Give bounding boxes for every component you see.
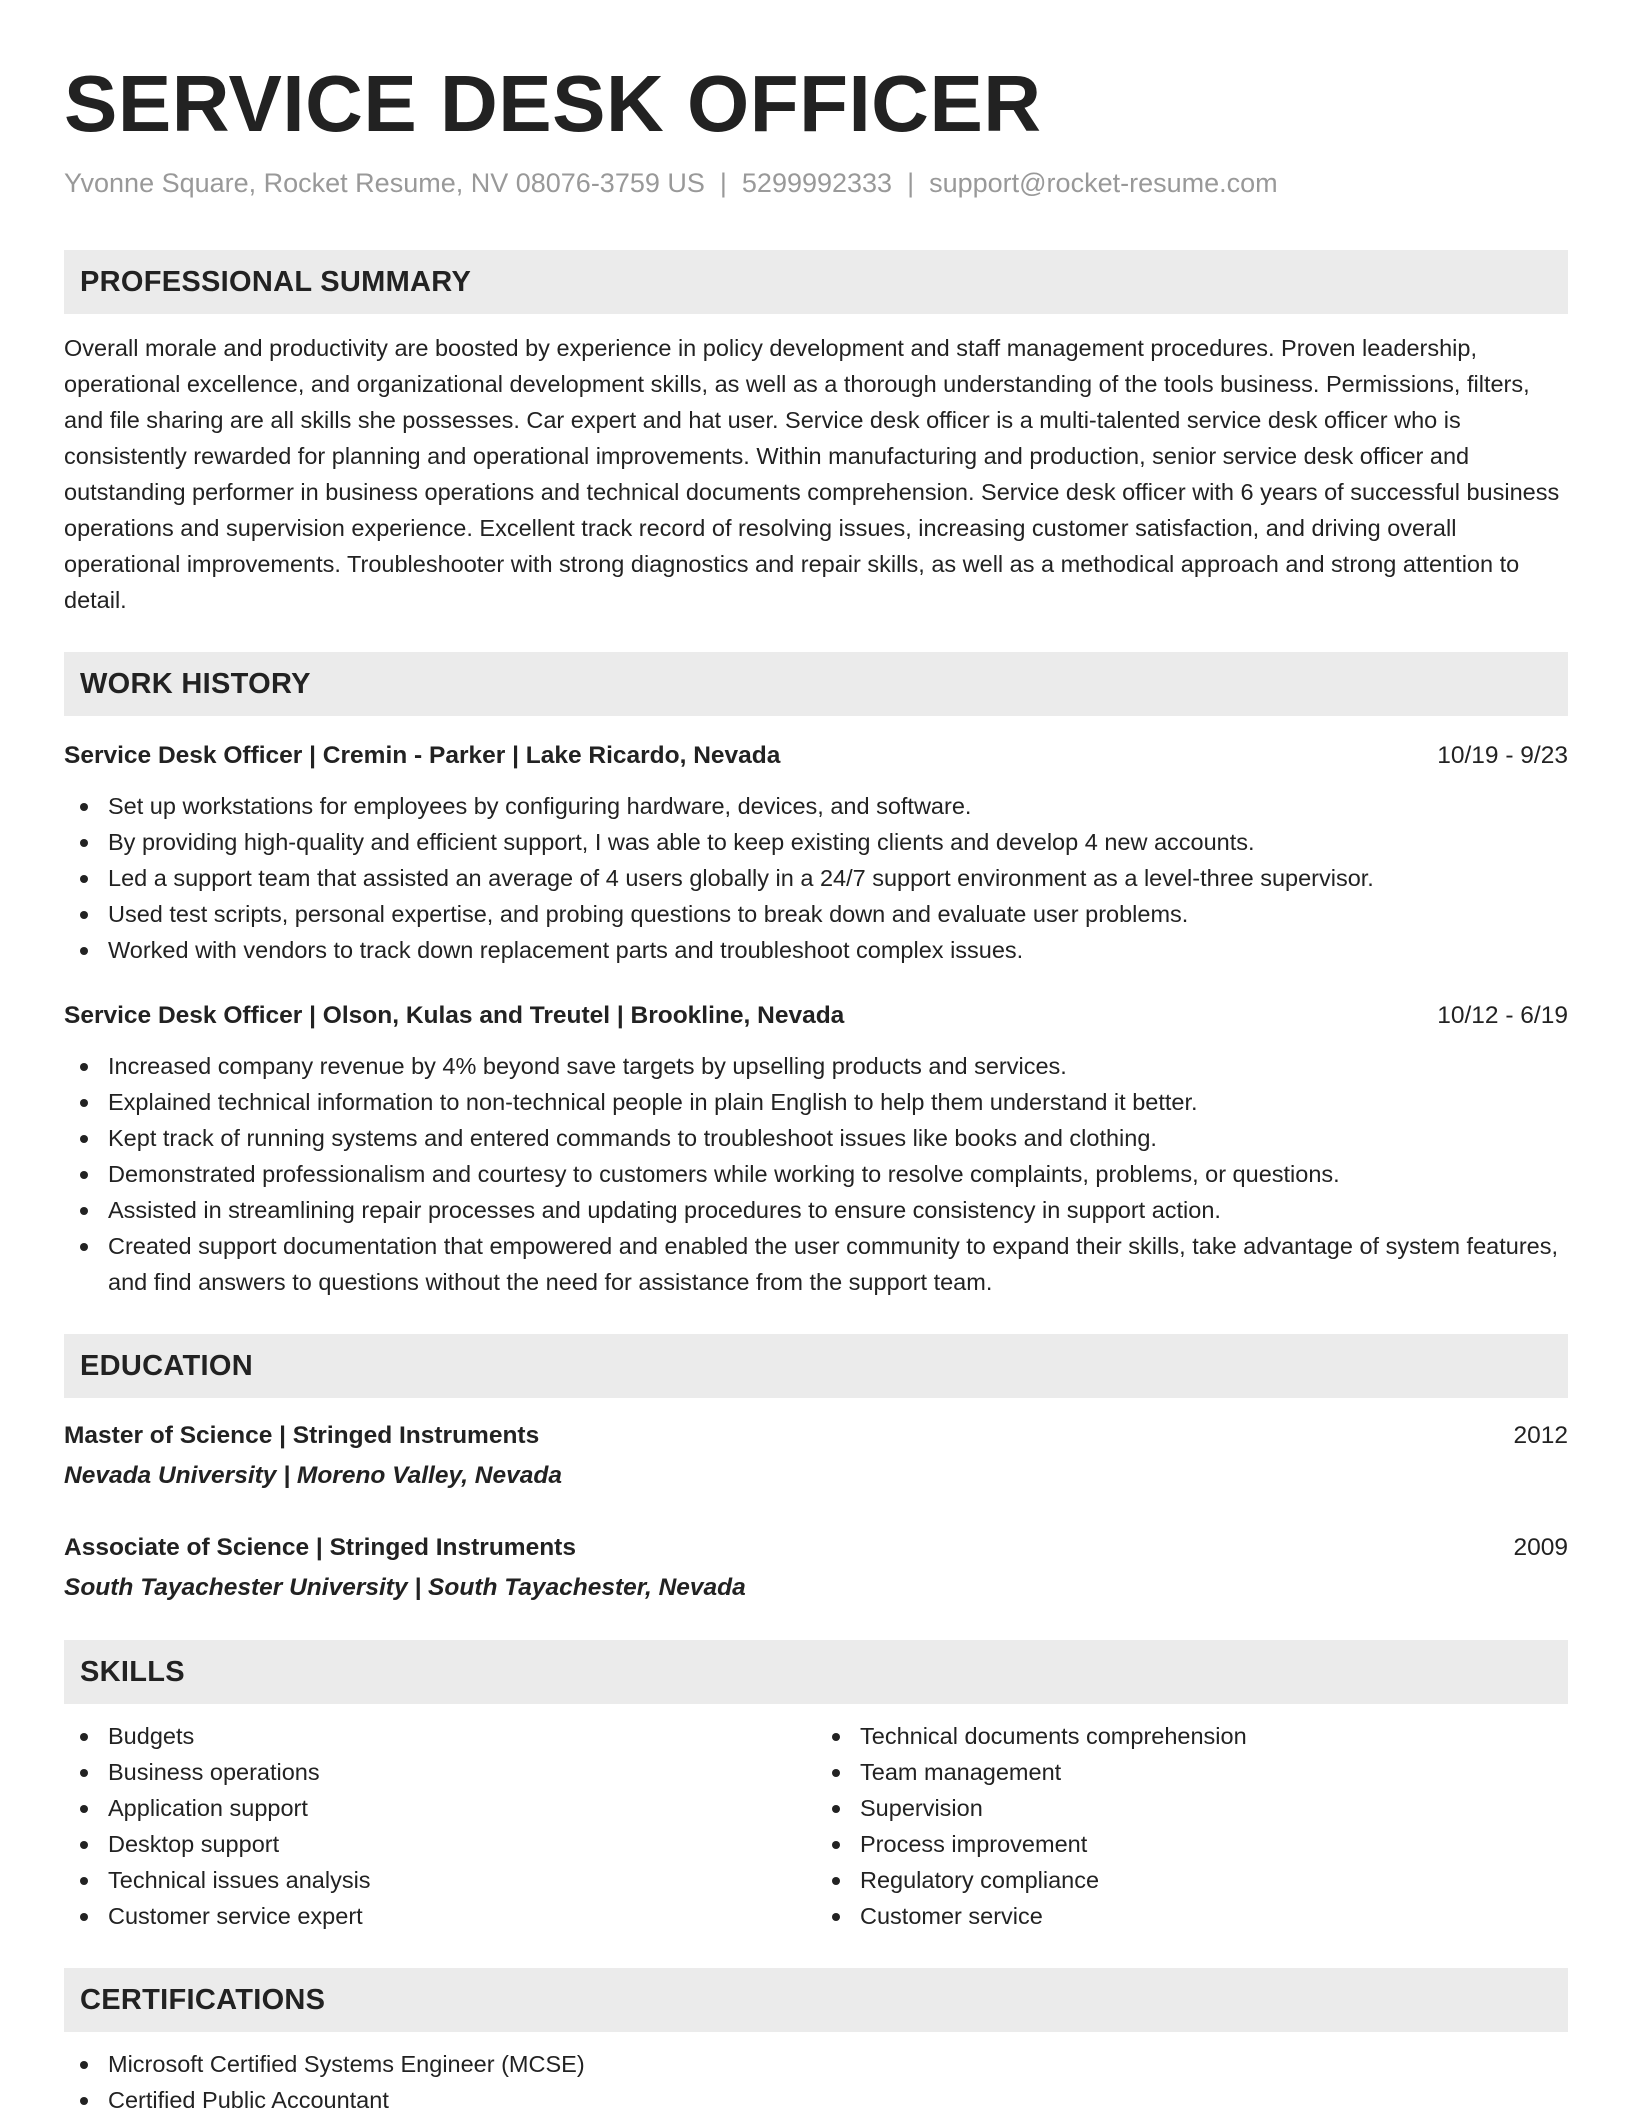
education-entry [64, 1418, 1568, 1494]
job-header [64, 738, 1568, 774]
job-header [64, 998, 1568, 1034]
school-name: South Tayachester University | South Tayachester, Nevada [64, 1574, 746, 1601]
certifications-list [64, 2046, 1568, 2118]
summary-text: Overall morale and productivity are boosted by experience in policy development and staff management procedures. Proven leadership, operational excellence, and organizational development skills, as well as a thorough understanding of the tools business. Permissions, filters, and file sharing are all skills she possesses. Car expert and hat user. Service desk officer is a multi-talented service desk officer who is consistently rewarded for planning and operational improvements. Within manufacturing and production, senior service desk officer and outstanding performer in business operations and technical documents comprehension. Service desk officer with 6 years of successful business operations and supervision experience. Excellent track record of resolving issues, increasing customer satisfaction, and driving overall operational improvements. Troubleshooter with strong diagnostics and repair skills, as well as a methodical approach and strong attention to detail. [64, 335, 1560, 613]
list-item: Regulatory compliance [816, 1862, 1568, 1898]
job-entry [64, 998, 1568, 1300]
education-header [64, 1418, 1568, 1454]
list-item: Budgets [64, 1718, 816, 1754]
job-dates: 10/19 - 9/23 [1437, 742, 1568, 769]
education-heading: EDUCATION [64, 1334, 1568, 1398]
education-header [64, 1530, 1568, 1566]
job-title: Service Desk Officer | Olson, Kulas and Treutel | Brookline, Nevada [64, 1002, 845, 1029]
list-item: Worked with vendors to track down replacement parts and troubleshoot complex issues. [64, 932, 1568, 968]
job-bullets [64, 1048, 1568, 1300]
list-item: Process improvement [816, 1826, 1568, 1862]
list-item: Technical issues analysis [64, 1862, 816, 1898]
list-item: Customer service [816, 1898, 1568, 1934]
summary-heading: PROFESSIONAL SUMMARY [64, 250, 1568, 314]
list-item: Demonstrated professionalism and courtesy to customers while working to resolve complaints, problems, or questions. [64, 1156, 1568, 1192]
skills-left-column [64, 1718, 816, 1934]
job-title: Service Desk Officer | Cremin - Parker | Lake Ricardo, Nevada [64, 742, 781, 769]
job-dates: 10/12 - 6/19 [1437, 1002, 1568, 1029]
contact-address: Yvonne Square, Rocket Resume, NV 08076-3759 US [64, 168, 705, 198]
list-item: Team management [816, 1754, 1568, 1790]
list-item: Application support [64, 1790, 816, 1826]
list-item: Desktop support [64, 1826, 816, 1862]
degree-title: Master of Science | Stringed Instruments [64, 1422, 540, 1449]
contact-phone: 5299992333 [741, 168, 893, 198]
list-item: Technical documents comprehension [816, 1718, 1568, 1754]
job-entry [64, 738, 1568, 968]
contact-line [64, 166, 1568, 200]
skills-columns [64, 1718, 1568, 1934]
contact-separator: | [907, 168, 915, 198]
degree-title: Associate of Science | Stringed Instruments [64, 1534, 576, 1561]
work-history-heading: WORK HISTORY [64, 652, 1568, 716]
list-item: Explained technical information to non-technical people in plain English to help them understand it better. [64, 1084, 1568, 1120]
list-item: Kept track of running systems and entered commands to troubleshoot issues like books and clothing. [64, 1120, 1568, 1156]
contact-separator: | [719, 168, 727, 198]
list-item: Increased company revenue by 4% beyond save targets by upselling products and services. [64, 1048, 1568, 1084]
list-item: Created support documentation that empowered and enabled the user community to expand their skills, take advantage of system features, and find answers to questions without the need for assistance from the support team. [64, 1228, 1568, 1300]
list-item: Business operations [64, 1754, 816, 1790]
list-item: By providing high-quality and efficient support, I was able to keep existing clients and develop 4 new accounts. [64, 824, 1568, 860]
list-item: Used test scripts, personal expertise, and probing questions to break down and evaluate user problems. [64, 896, 1568, 932]
certifications-heading: CERTIFICATIONS [64, 1968, 1568, 2032]
list-item: Supervision [816, 1790, 1568, 1826]
graduation-year: 2012 [1513, 1422, 1568, 1449]
skills-right-column [816, 1718, 1568, 1934]
education-entry [64, 1530, 1568, 1606]
school-name: Nevada University | Moreno Valley, Nevada [64, 1462, 562, 1489]
graduation-year: 2009 [1513, 1534, 1568, 1561]
list-item: Led a support team that assisted an average of 4 users globally in a 24/7 support environment as a level-three supervisor. [64, 860, 1568, 896]
list-item: Customer service expert [64, 1898, 816, 1934]
list-item: Set up workstations for employees by configuring hardware, devices, and software. [64, 788, 1568, 824]
list-item: Certified Public Accountant [64, 2082, 1568, 2118]
resume-name: SERVICE DESK OFFICER [64, 59, 1042, 148]
job-bullets [64, 788, 1568, 968]
contact-email: support@rocket-resume.com [929, 168, 1278, 198]
list-item: Assisted in streamlining repair processes and updating procedures to ensure consistency in support action. [64, 1192, 1568, 1228]
list-item: Microsoft Certified Systems Engineer (MCSE) [64, 2046, 1568, 2082]
skills-heading: SKILLS [64, 1640, 1568, 1704]
